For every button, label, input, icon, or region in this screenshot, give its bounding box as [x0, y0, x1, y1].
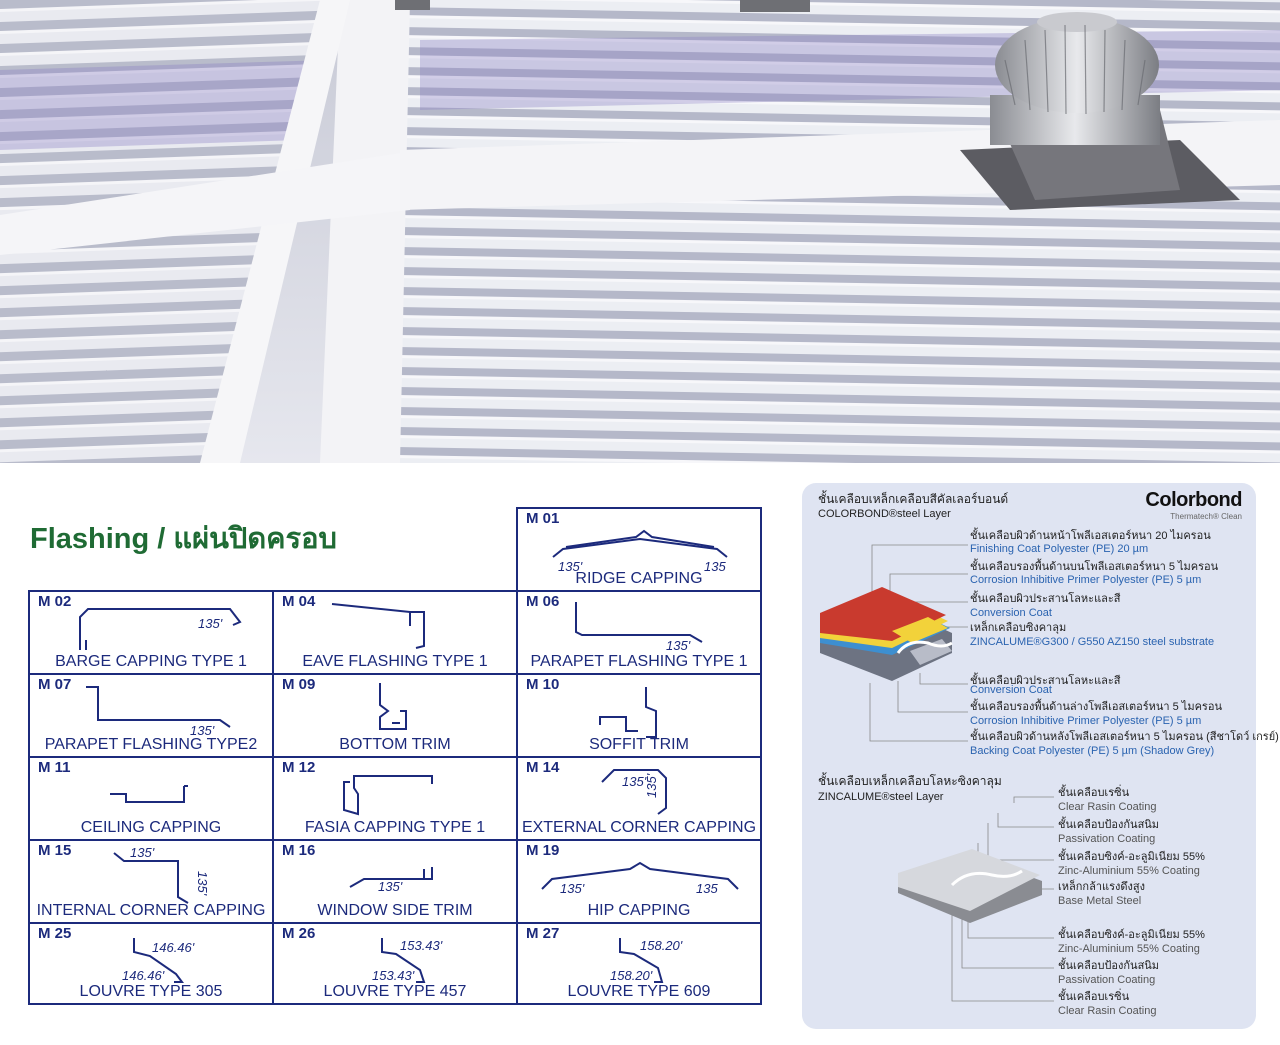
cb-layer-7-th: ชั้นเคลือบผิวด้านหลังโพลีเอสเตอร์หนา 5 ไมครอน (สีชาโดว์ เกรย์)	[970, 731, 1279, 743]
profile-name: EAVE FLASHING TYPE 1	[302, 653, 488, 670]
profile-code: M 19	[526, 842, 560, 859]
profile-code: M 01	[526, 510, 560, 527]
profile-name: BOTTOM TRIM	[339, 736, 451, 753]
profile-card-m07	[28, 673, 274, 758]
colorbond-title-th: ชั้นเคลือบเหล็กเคลือบสีคัลเลอร์บอนด์	[818, 492, 1009, 506]
profile-card-m01	[516, 507, 762, 592]
cb-layer-4-en: ZINCALUME®G300 / G550 AZ150 steel substrate	[970, 636, 1215, 648]
zl-layer-5-th: ชั้นเคลือบซิงค์-อะลูมิเนียม 55%	[1058, 929, 1205, 941]
profile-name: LOUVRE TYPE 457	[323, 983, 467, 1000]
profile-card-m19	[516, 839, 762, 924]
profile-code: M 11	[38, 759, 71, 776]
zl-layer-5-en: Zinc-Aluminium 55% Coating	[1058, 943, 1200, 955]
profile-name: EXTERNAL CORNER CAPPING	[521, 819, 757, 836]
profile-code: M 16	[282, 842, 316, 859]
angle-label: 135'	[644, 773, 659, 798]
zl-layer-1-en: Clear Rasin Coating	[1058, 801, 1157, 813]
zl-layer-3-en: Zinc-Aluminium 55% Coating	[1058, 865, 1200, 877]
colorbond-logo: Colorbond Thermatech® Clean	[1145, 489, 1242, 521]
angle-label: 135'	[130, 845, 155, 860]
profile-card-m27	[516, 922, 762, 1005]
angle-label: 153.43'	[372, 968, 415, 983]
steel-layer-panel	[802, 483, 1279, 1029]
zl-layer-4-th: เหล็กกล้าแรงดึงสูง	[1058, 881, 1145, 893]
roof-photo	[0, 0, 1280, 463]
cb-layer-4-th: เหล็กเคลือบซิงคาลุม	[970, 622, 1067, 634]
cb-layer-6-th: ชั้นเคลือบรองพื้นด้านล่างโพลีเอสเตอร์หนา 5 ไมครอน	[970, 701, 1222, 713]
profile-name: PARAPET FLASHING TYPE 1	[530, 653, 748, 670]
profile-name: SOFFIT TRIM	[589, 736, 689, 753]
zl-layer-4-en: Base Metal Steel	[1058, 895, 1142, 907]
cb-layer-3-th: ชั้นเคลือบผิวประสานโลหะและสี	[970, 593, 1121, 605]
profile-card-m11	[28, 756, 274, 841]
flashing-heading: Flashing / แผ่นปิดครอบ	[30, 523, 337, 555]
profile-card-m09	[272, 673, 518, 758]
profile-card-m14	[516, 756, 762, 841]
profile-name: CEILING CAPPING	[80, 819, 222, 836]
profile-card-m02	[28, 590, 274, 675]
profile-code: M 10	[526, 676, 560, 693]
profile-card-m12	[272, 756, 518, 841]
zl-layer-7-th: ชั้นเคลือบเรซิ่น	[1058, 991, 1130, 1003]
cb-layer-7-en: Backing Coat Polyester (PE) 5 µm (Shadow Grey)	[970, 745, 1215, 757]
zl-layer-2-th: ชั้นเคลือบป้องกันสนิม	[1058, 819, 1160, 831]
profile-name: BARGE CAPPING TYPE 1	[55, 653, 247, 670]
zl-layer-7-en: Clear Rasin Coating	[1058, 1005, 1157, 1017]
zl-layer-6-th: ชั้นเคลือบป้องกันสนิม	[1058, 960, 1160, 972]
cb-layer-5-th: ชั้นเคลือบผิวประสานโลหะและสี	[970, 675, 1121, 687]
zl-layer-1-th: ชั้นเคลือบเรซิ่น	[1058, 787, 1130, 799]
angle-label: 135	[696, 881, 718, 896]
angle-label: 135	[704, 559, 726, 574]
colorbond-title-en: COLORBOND®steel Layer	[818, 508, 951, 520]
angle-label: 158.20'	[610, 968, 653, 983]
profile-name: LOUVRE TYPE 609	[567, 983, 711, 1000]
zincalume-title-en: ZINCALUME®steel Layer	[818, 791, 944, 803]
profile-name: PARAPET FLASHING TYPE2	[44, 736, 258, 753]
angle-label: 135'	[195, 871, 210, 896]
angle-label: 135'	[560, 881, 585, 896]
profile-card-m04	[272, 590, 518, 675]
profile-code: M 14	[526, 759, 560, 776]
profile-name: FASIA CAPPING TYPE 1	[304, 819, 486, 836]
flashing-profile-grid	[28, 507, 762, 1005]
zl-layer-2-en: Passivation Coating	[1058, 833, 1156, 845]
cb-layer-2-th: ชั้นเคลือบรองพื้นด้านบนโพลีเอสเตอร์หนา 5 ไมครอน	[970, 561, 1219, 573]
cb-layer-1-th: ชั้นเคลือบผิวด้านหน้าโพลีเอสเตอร์หนา 20 ไมครอน	[970, 530, 1211, 542]
profile-card-m06	[516, 590, 762, 675]
profile-code: M 27	[526, 925, 560, 942]
zincalume-title-th: ชั้นเคลือบเหล็กเคลือบโลหะซิงคาลุม	[818, 774, 1002, 788]
angle-label: 135'	[198, 616, 223, 631]
profile-name: WINDOW SIDE TRIM	[317, 902, 473, 919]
zl-layer-3-th: ชั้นเคลือบซิงค์-อะลูมิเนียม 55%	[1058, 851, 1205, 863]
profile-card-m25	[28, 922, 274, 1005]
profile-code: M 15	[38, 842, 72, 859]
zl-layer-6-en: Passivation Coating	[1058, 974, 1156, 986]
profile-code: M 09	[282, 676, 316, 693]
profile-card-m16	[272, 839, 518, 924]
profile-name: INTERNAL CORNER CAPPING	[36, 902, 266, 919]
cb-layer-2-en: Corrosion Inhibitive Primer Polyester (PE) 5 µm	[970, 574, 1202, 586]
profile-code: M 25	[38, 925, 72, 942]
angle-label: 135'	[622, 774, 647, 789]
cb-layer-1-en: Finishing Coat Polyester (PE) 20 µm	[970, 543, 1149, 555]
profile-code: M 04	[282, 593, 316, 610]
angle-label: 158.20'	[640, 938, 683, 953]
profile-code: M 26	[282, 925, 316, 942]
angle-label: 135'	[666, 638, 691, 653]
angle-label: 146.46'	[122, 968, 165, 983]
profile-name: HIP CAPPING	[587, 902, 691, 919]
cb-layer-3-en: Conversion Coat	[970, 607, 1052, 619]
angle-label: 146.46'	[152, 940, 195, 955]
profile-code: M 12	[282, 759, 316, 776]
profile-card-m26	[272, 922, 518, 1005]
angle-label: 135'	[190, 723, 215, 738]
profile-code: M 07	[38, 676, 72, 693]
angle-label: 153.43'	[400, 938, 443, 953]
profile-name: LOUVRE TYPE 305	[79, 983, 223, 1000]
angle-label: 135'	[558, 559, 583, 574]
cb-layer-5-en: Conversion Coat	[970, 684, 1052, 696]
profile-code: M 02	[38, 593, 72, 610]
cb-layer-6-en: Corrosion Inhibitive Primer Polyester (PE) 5 µm	[970, 715, 1202, 727]
profile-name: RIDGE CAPPING	[575, 570, 703, 587]
profile-code: M 06	[526, 593, 560, 610]
profile-card-m15	[28, 839, 274, 924]
profile-card-m10	[516, 673, 762, 758]
angle-label: 135'	[378, 879, 403, 894]
